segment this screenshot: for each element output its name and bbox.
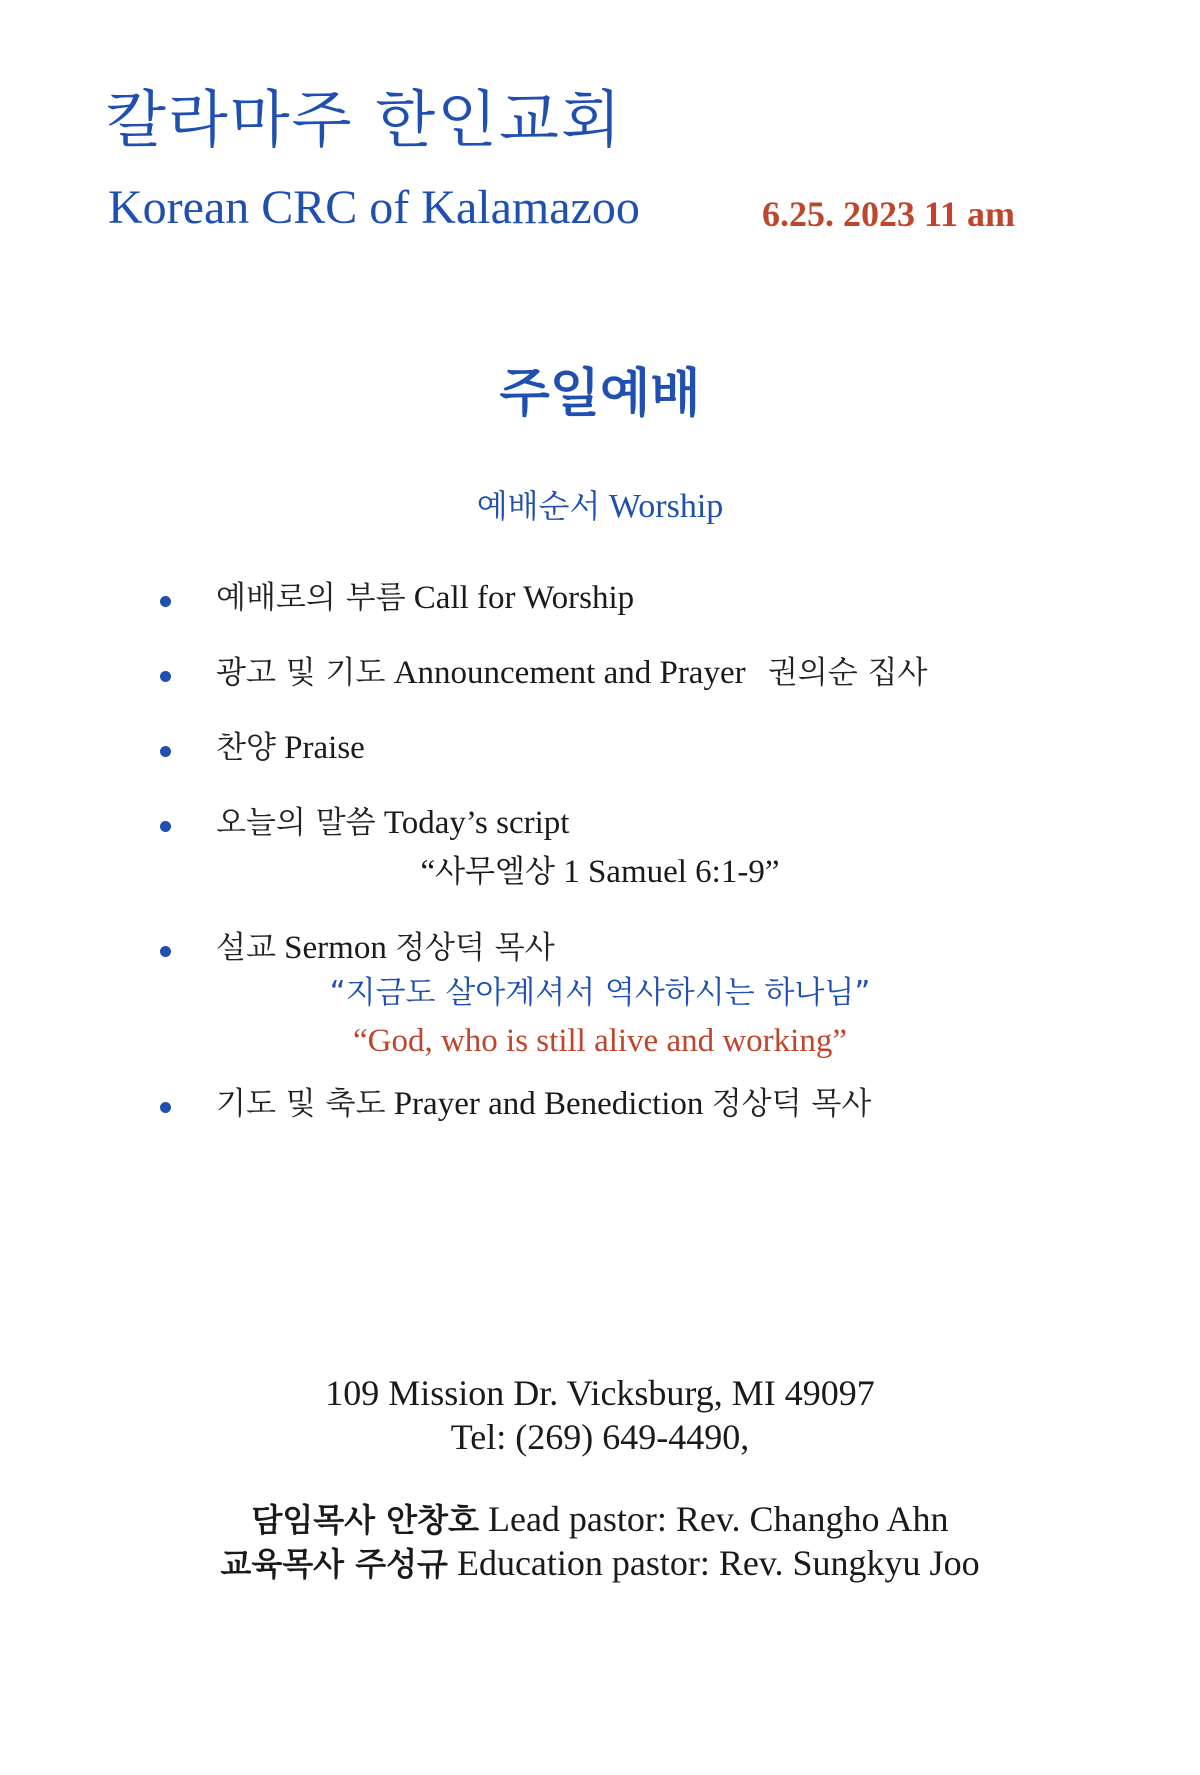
lead-pastor bbox=[0, 1500, 1200, 1540]
list-item-praise bbox=[216, 730, 365, 766]
lead-pastor-english: Lead pastor: Rev. Changho Ahn bbox=[487, 1499, 949, 1539]
item-label-english: Call for Worship bbox=[413, 580, 635, 616]
item-label-english: Praise bbox=[284, 730, 365, 766]
service-date: 6.25. 2023 11 am bbox=[762, 194, 1016, 234]
item-label-korean: 설교 bbox=[216, 930, 276, 966]
item-label-korean: 광고 및 기도 bbox=[216, 655, 386, 691]
item-person: 정상덕 목사 bbox=[395, 930, 555, 966]
sermon-title-korean: “지금도 살아계셔서 역사하시는 하나님” bbox=[329, 975, 871, 1011]
education-pastor-english: Education pastor: Rev. Sungkyu Joo bbox=[456, 1543, 980, 1583]
church-name-korean: 칼라마주 한인교회 bbox=[106, 83, 623, 156]
list-item-sermon bbox=[216, 930, 555, 966]
list-item-call-for-worship bbox=[216, 580, 634, 616]
item-label-korean: 기도 및 축도 bbox=[216, 1086, 386, 1122]
church-phone: Tel: (269) 649-4490, bbox=[450, 1417, 750, 1457]
scripture-korean: 사무엘상 bbox=[435, 854, 555, 890]
bullet-icon bbox=[160, 1102, 171, 1113]
item-person: 정상덕 목사 bbox=[711, 1086, 872, 1122]
scripture-reference bbox=[0, 854, 1200, 890]
item-label-english: Sermon bbox=[284, 930, 387, 966]
education-pastor bbox=[0, 1544, 1200, 1584]
item-person: 권의순 집사 bbox=[767, 655, 928, 691]
bullet-icon bbox=[160, 596, 171, 607]
list-item-todays-script bbox=[216, 805, 569, 841]
item-label-korean: 오늘의 말씀 bbox=[216, 805, 376, 841]
item-label-english: Announcement and Prayer bbox=[393, 655, 746, 691]
lead-pastor-korean: 담임목사 안창호 bbox=[251, 1501, 479, 1539]
item-label-korean: 예배로의 부름 bbox=[216, 580, 406, 616]
scripture-open-quote: “ bbox=[420, 854, 436, 890]
bullet-icon bbox=[160, 671, 171, 682]
church-name-english: Korean CRC of Kalamazoo bbox=[108, 181, 640, 234]
church-address: 109 Mission Dr. Vicksburg, MI 49097 bbox=[325, 1373, 875, 1413]
education-pastor-korean: 교육목사 주성규 bbox=[220, 1545, 448, 1583]
scripture-english: 1 Samuel 6:1-9 bbox=[563, 854, 765, 890]
scripture-close-quote: ” bbox=[764, 854, 780, 890]
order-heading-korean: 예배순서 bbox=[476, 487, 601, 525]
bullet-icon bbox=[160, 746, 171, 757]
list-item-benediction bbox=[216, 1086, 871, 1122]
bullet-icon bbox=[160, 946, 171, 957]
item-label-korean: 찬양 bbox=[216, 730, 276, 766]
sermon-title-english: “God, who is still alive and working” bbox=[352, 1023, 847, 1059]
order-heading-english: Worship bbox=[608, 488, 724, 525]
item-label-english: Today’s script bbox=[383, 805, 570, 841]
item-label-english: Prayer and Benediction bbox=[393, 1086, 704, 1122]
list-item-announcement bbox=[216, 655, 927, 691]
service-title: 주일예배 bbox=[499, 364, 701, 424]
bullet-icon bbox=[160, 821, 171, 832]
order-of-worship-heading bbox=[0, 488, 1200, 525]
